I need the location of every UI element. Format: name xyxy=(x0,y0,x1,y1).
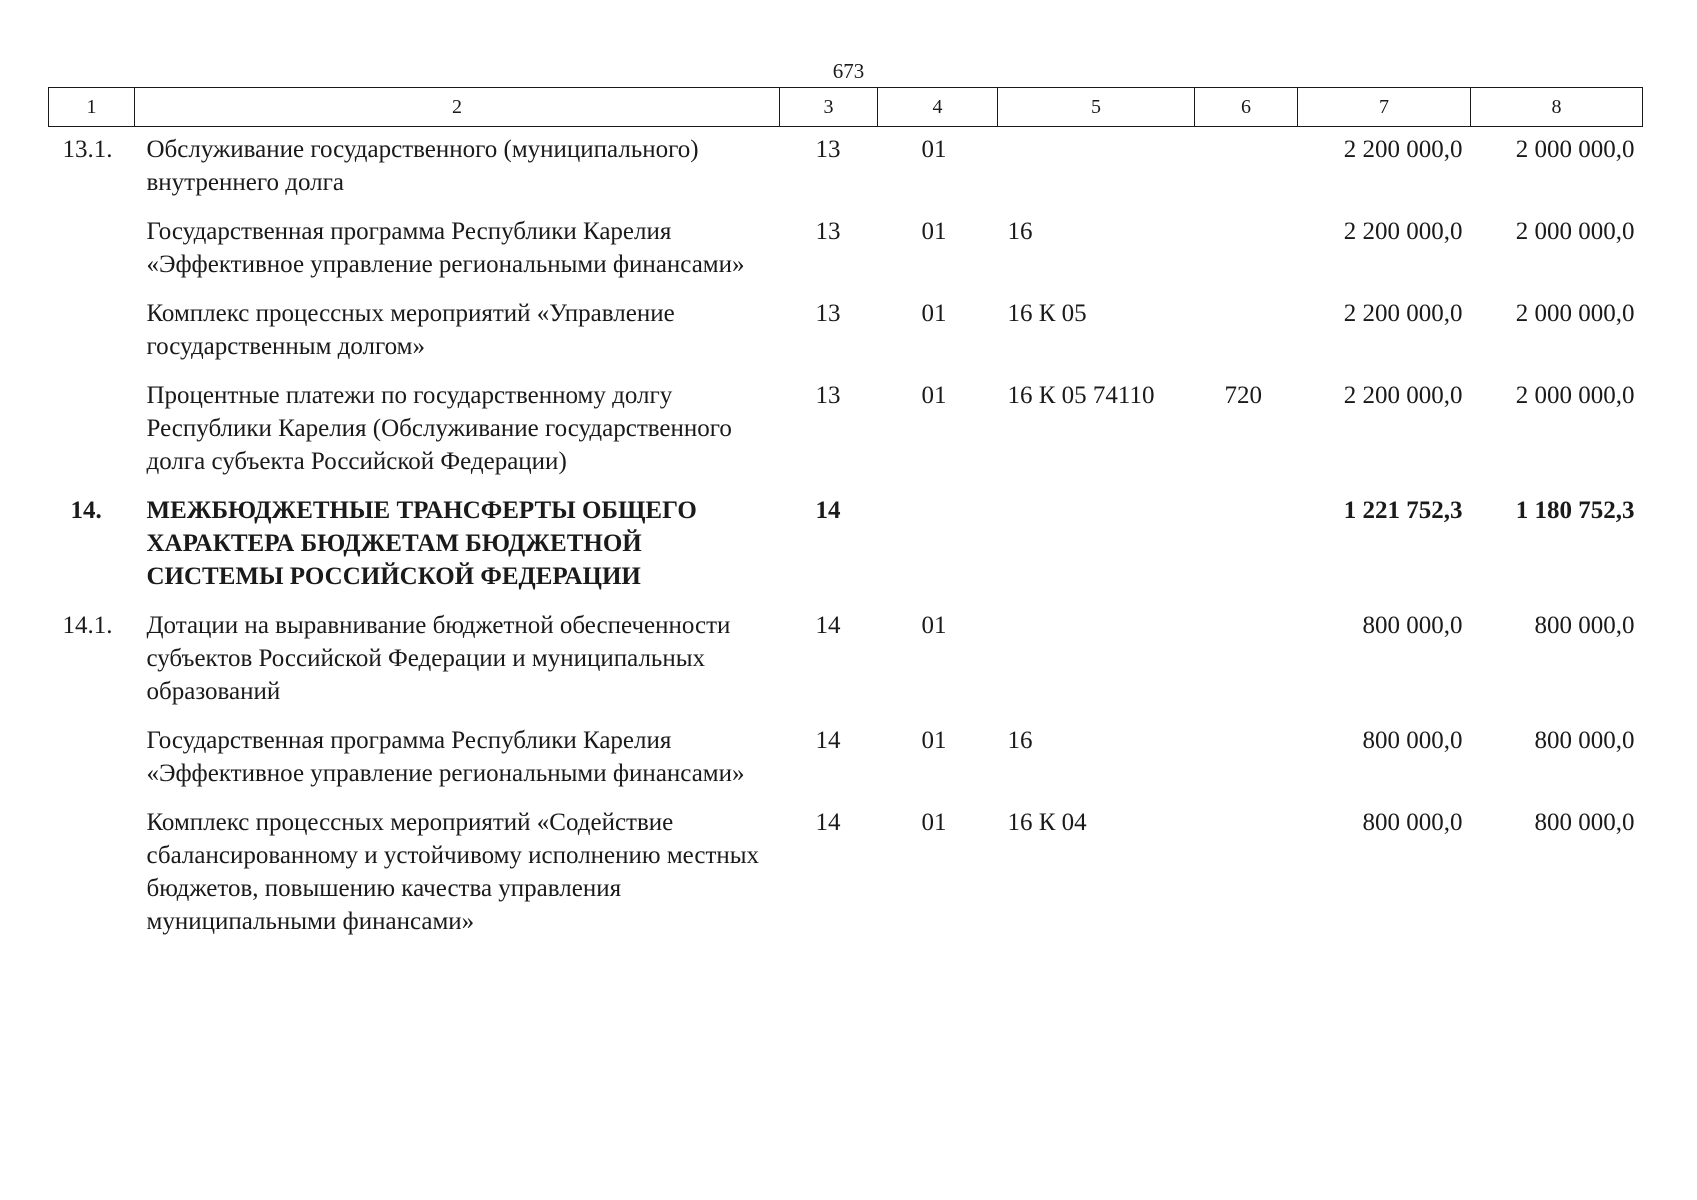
header-cell-1: 1 xyxy=(49,88,135,127)
row-name: Обслуживание государственного (муниципального) внутреннего долга xyxy=(146,136,699,196)
row-expense-type xyxy=(1195,712,1298,794)
row-subsection: 01 xyxy=(921,218,947,245)
row-expense-type xyxy=(1195,597,1298,712)
row-target-article xyxy=(998,482,1195,597)
table-row xyxy=(49,285,1643,367)
table-row xyxy=(49,794,1643,942)
header-cell-4: 4 xyxy=(878,88,998,127)
row-amount-1: 800 000,0 xyxy=(1362,727,1463,754)
row-name: Дотации на выравнивание бюджетной обеспеченности субъектов Российской Федерации и муниципальных образований xyxy=(146,612,731,705)
table-row xyxy=(49,597,1643,712)
row-amount-1: 2 200 000,0 xyxy=(1343,382,1463,409)
row-target-article: 16 К 05 xyxy=(1007,300,1087,327)
row-expense-type xyxy=(1195,285,1298,367)
row-amount-2: 2 000 000,0 xyxy=(1515,300,1635,327)
row-name: Процентные платежи по государственному долгу Республики Карелия (Обслуживание государственного долга субъекта Российской Федерации) xyxy=(146,382,732,475)
row-name: МЕЖБЮДЖЕТНЫЕ ТРАНСФЕРТЫ ОБЩЕГО ХАРАКТЕРА БЮДЖЕТАМ БЮДЖЕТНОЙ СИСТЕМЫ РОССИЙСКОЙ ФЕДЕРАЦИИ xyxy=(146,497,697,590)
row-name: Комплекс процессных мероприятий «Управление государственным долгом» xyxy=(146,300,675,360)
row-subsection: 01 xyxy=(921,612,947,639)
row-amount-2: 800 000,0 xyxy=(1534,727,1635,754)
row-index: 14.1. xyxy=(62,612,113,639)
header-cell-7: 7 xyxy=(1298,88,1471,127)
row-section: 14 xyxy=(815,727,841,754)
row-index xyxy=(49,203,135,285)
header-cell-8: 8 xyxy=(1471,88,1643,127)
row-amount-1: 2 200 000,0 xyxy=(1343,300,1463,327)
row-amount-1: 800 000,0 xyxy=(1362,612,1463,639)
row-subsection xyxy=(878,482,998,597)
row-expense-type xyxy=(1195,794,1298,942)
header-cell-5: 5 xyxy=(998,88,1195,127)
row-target-article: 16 xyxy=(1007,218,1033,245)
header-cell-6: 6 xyxy=(1195,88,1298,127)
row-section: 13 xyxy=(815,218,841,245)
row-amount-2: 800 000,0 xyxy=(1534,809,1635,836)
header-cell-3: 3 xyxy=(780,88,878,127)
row-section: 14 xyxy=(815,497,841,524)
row-expense-type xyxy=(1195,127,1298,204)
row-amount-2: 800 000,0 xyxy=(1534,612,1635,639)
row-target-article xyxy=(998,127,1195,204)
header-cell-2: 2 xyxy=(135,88,780,127)
row-name: Государственная программа Республики Карелия «Эффективное управление региональными финансами» xyxy=(146,218,745,278)
row-subsection: 01 xyxy=(921,382,947,409)
row-subsection: 01 xyxy=(921,300,947,327)
row-section: 13 xyxy=(815,382,841,409)
row-index xyxy=(49,285,135,367)
table-row xyxy=(49,367,1643,482)
row-index xyxy=(49,794,135,942)
table-row-section-total xyxy=(49,482,1643,597)
row-target-article: 16 К 05 74110 xyxy=(1007,382,1155,409)
row-name: Комплекс процессных мероприятий «Содействие сбалансированному и устойчивому исполнению местных бюджетов, повышению качества управления муниципальными финансами» xyxy=(146,809,760,935)
row-subsection: 01 xyxy=(921,727,947,754)
row-index: 13.1. xyxy=(62,136,113,163)
row-index xyxy=(49,712,135,794)
row-name: Государственная программа Республики Карелия «Эффективное управление региональными финансами» xyxy=(146,727,745,787)
row-target-article: 16 К 04 xyxy=(1007,809,1087,836)
row-section: 14 xyxy=(815,809,841,836)
table-row xyxy=(49,712,1643,794)
row-section: 13 xyxy=(815,300,841,327)
row-target-article: 16 xyxy=(1007,727,1033,754)
row-amount-2: 2 000 000,0 xyxy=(1515,136,1635,163)
budget-table xyxy=(48,87,1643,942)
row-subsection: 01 xyxy=(921,809,947,836)
row-expense-type xyxy=(1195,482,1298,597)
row-target-article xyxy=(998,597,1195,712)
row-index xyxy=(49,367,135,482)
table-body xyxy=(49,127,1643,943)
header-row xyxy=(49,88,1643,127)
row-amount-1: 2 200 000,0 xyxy=(1343,136,1463,163)
table-header xyxy=(49,88,1643,127)
row-amount-1: 1 221 752,3 xyxy=(1343,497,1463,524)
table-row xyxy=(49,203,1643,285)
table-row xyxy=(49,127,1643,204)
row-amount-2: 2 000 000,0 xyxy=(1515,218,1635,245)
row-index: 14. xyxy=(70,497,102,524)
row-amount-2: 1 180 752,3 xyxy=(1515,497,1635,524)
row-amount-1: 2 200 000,0 xyxy=(1343,218,1463,245)
page-number: 673 xyxy=(832,59,865,83)
row-expense-type: 720 xyxy=(1224,382,1262,409)
row-section: 13 xyxy=(815,136,841,163)
row-amount-1: 800 000,0 xyxy=(1362,809,1463,836)
row-section: 14 xyxy=(815,612,841,639)
row-expense-type xyxy=(1195,203,1298,285)
row-subsection: 01 xyxy=(921,136,947,163)
row-amount-2: 2 000 000,0 xyxy=(1515,382,1635,409)
